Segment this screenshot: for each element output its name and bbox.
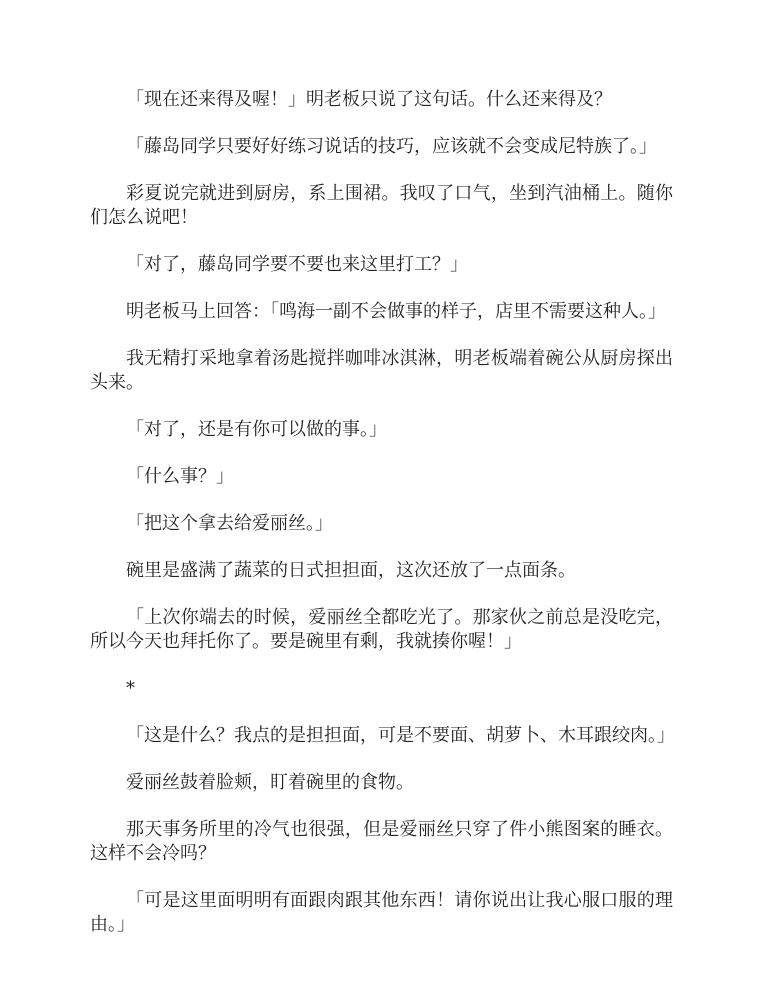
paragraph: 「这是什么？我点的是担担面，可是不要面、胡萝卜、木耳跟绞肉。」 xyxy=(126,725,675,746)
paragraph: 「什么事？」 xyxy=(126,466,234,487)
paragraph: 「现在还来得及喔！」明老板只说了这句话。什么还来得及？ xyxy=(126,89,612,110)
paragraph: 「把这个拿去给爱丽丝。」 xyxy=(126,513,333,534)
paragraph: 明老板马上回答：「鸣海一副不会做事的样子，店里不需要这种人。」 xyxy=(126,301,666,322)
paragraph: 彩夏说完就进到厨房，系上围裙。我叹了口气，坐到汽油桶上。随你们怎么说吧！ xyxy=(90,183,673,228)
paragraph: 爱丽丝鼓着脸颊，盯着碗里的食物。 xyxy=(126,772,414,793)
paragraph: 「对了，还是有你可以做的事。」 xyxy=(126,419,387,440)
paragraph: 那天事务所里的冷气也很强，但是爱丽丝只穿了件小熊图案的睡衣。这样不会冷吗？ xyxy=(90,819,673,864)
paragraph: 「对了，藤岛同学要不要也来这里打工？」 xyxy=(126,254,468,275)
scene-break: * xyxy=(126,678,135,699)
paragraph: 「藤岛同学只要好好练习说话的技巧，应该就不会变成尼特族了。」 xyxy=(126,136,657,157)
paragraph: 「可是这里面明明有面跟肉跟其他东西！请你说出让我心服口服的理由。」 xyxy=(90,890,673,935)
paragraph: 「上次你端去的时候，爱丽丝全都吃光了。那家伙之前总是没吃完，所以今天也拜托你了。要是碗里有剩，我就揍你喔！」 xyxy=(90,607,673,652)
paragraph: 我无精打采地拿着汤匙搅拌咖啡冰淇淋，明老板端着碗公从厨房探出头来。 xyxy=(90,348,673,393)
paragraph: 碗里是盛满了蔬菜的日式担担面，这次还放了一点面条。 xyxy=(126,560,576,581)
